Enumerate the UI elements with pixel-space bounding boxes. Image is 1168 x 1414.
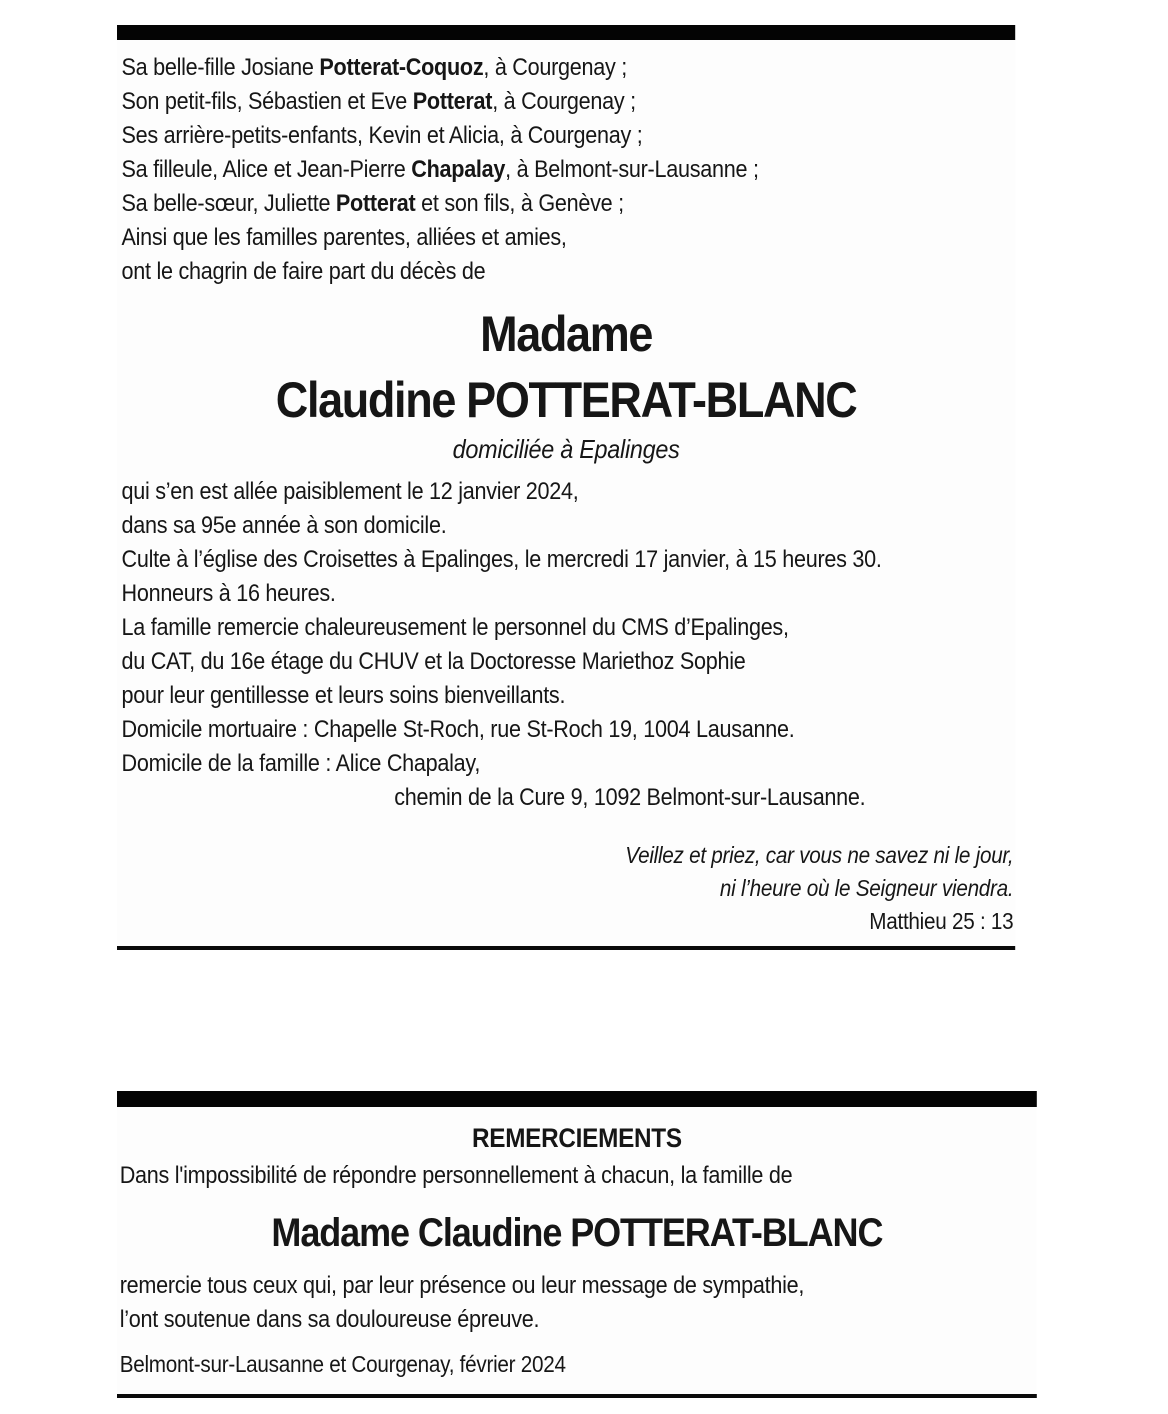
text-line: La famille remercie chaleureusement le personnel du CMS d’Epalinges,: [121, 614, 789, 641]
thanks-body-line: remercie tous ceux qui, par leur présence ou leur message de sympathie,: [119, 1272, 805, 1299]
text-line: Ses arrière-petits-enfants, Kevin et Alicia, à Courgenay ;: [121, 122, 643, 149]
text-line: ont le chagrin de faire part du décès de: [121, 258, 486, 285]
thanks-intro-line: Dans l'impossibilité de répondre personnellement à chacun, la famille de: [119, 1162, 793, 1189]
text-line: Culte à l’église des Croisettes à Epalinges, le mercredi 17 janvier, à 15 heures 30.: [121, 546, 882, 573]
notice-title: [117, 301, 1015, 433]
deceased-name: Madame Claudine POTTERAT-BLANC: [271, 1211, 883, 1255]
text-line: Domicile de la famille : Alice Chapalay,: [121, 750, 481, 777]
deceased-name: Claudine POTTERAT-BLANC: [275, 372, 857, 428]
remerciements-heading: REMERCIEMENTS: [471, 1123, 682, 1153]
family-intro: [117, 51, 1015, 289]
title-madame: Madame: [480, 306, 653, 362]
text-line: pour leur gentillesse et leurs soins bienveillants.: [121, 682, 566, 709]
top-divider-bar: [117, 1091, 1037, 1107]
bottom-divider-line: [117, 1394, 1037, 1398]
text-line: Sa filleule, Alice et Jean-Pierre Chapalay, à Belmont-sur-Lausanne ;: [121, 156, 759, 183]
text-line: Ainsi que les familles parentes, alliées et amies,: [121, 224, 567, 251]
thanks-notice: [117, 1091, 1037, 1398]
top-divider-bar: [117, 25, 1015, 40]
text-line: du CAT, du 16e étage du CHUV et la Doctoresse Mariethoz Sophie: [121, 648, 746, 675]
text-line: chemin de la Cure 9, 1092 Belmont-sur-Lausanne.: [394, 784, 866, 811]
quote-line: ni l’heure où le Seigneur viendra.: [719, 875, 1014, 901]
text-line: Honneurs à 16 heures.: [121, 580, 336, 607]
notice-body: [117, 475, 1015, 815]
text-line: Domicile mortuaire : Chapelle St-Roch, rue St-Roch 19, 1004 Lausanne.: [121, 716, 795, 743]
text-line: Sa belle-fille Josiane Potterat-Coquoz, à Courgenay ;: [121, 54, 628, 81]
bottom-divider-line: [117, 946, 1015, 950]
thanks-body-line: l’ont soutenue dans sa douloureuse épreuve.: [119, 1306, 540, 1333]
place-date-line: Belmont-sur-Lausanne et Courgenay, février 2024: [119, 1351, 566, 1377]
death-notice: [117, 25, 1015, 950]
quote-line: Veillez et priez, car vous ne savez ni le jour,: [625, 842, 1014, 868]
residence-line: domiciliée à Epalinges: [452, 434, 680, 464]
text-line: dans sa 95e année à son domicile.: [121, 512, 447, 539]
scripture-reference: Matthieu 25 : 13: [869, 908, 1014, 934]
scripture-quote: [117, 839, 1015, 938]
text-line: Sa belle-sœur, Juliette Potterat et son fils, à Genève ;: [121, 190, 624, 217]
text-line: Son petit-fils, Sébastien et Eve Potterat, à Courgenay ;: [121, 88, 636, 115]
text-line: qui s’en est allée paisiblement le 12 janvier 2024,: [121, 478, 579, 505]
